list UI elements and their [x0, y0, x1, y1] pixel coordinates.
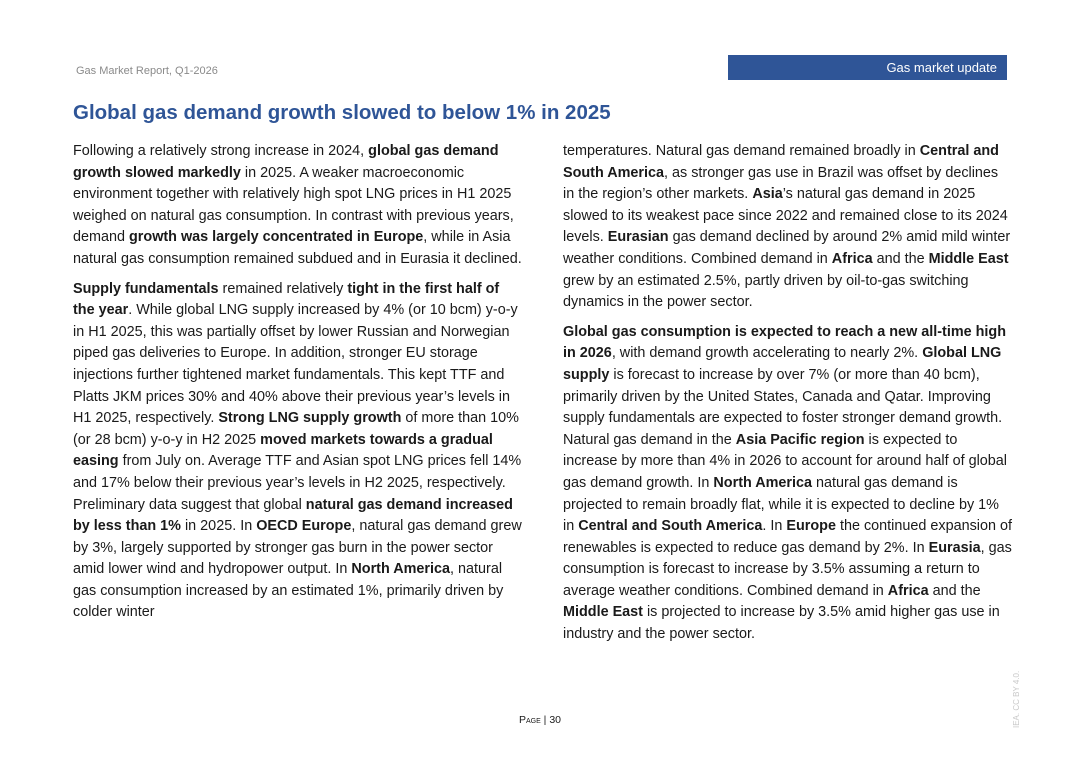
text-run: the continued expansion of renewables is expected to reduce gas demand by 2%. In — [563, 518, 1012, 556]
bold-text: moved markets towards a gradual easing — [73, 431, 493, 470]
text-run: temperatures. Natural gas demand remained broadly in — [563, 143, 920, 159]
bold-text: Africa — [887, 582, 929, 599]
right-column — [563, 141, 1013, 654]
text-run: in 2025. In — [180, 518, 257, 535]
text-run: , gas consumption is forecast to increase by 3.5% assuming a return to average weather conditions. Combined demand in — [563, 539, 1012, 599]
bold-text: Supply fundamentals — [73, 280, 219, 297]
bold-text: North America — [713, 474, 813, 491]
page-label: Page — [518, 714, 541, 726]
section-tab-label: Gas market update — [886, 60, 997, 75]
left-column — [73, 141, 523, 632]
bold-text: natural gas demand increased by less than 1% — [73, 496, 513, 535]
text-run: . In — [762, 518, 787, 535]
text-run: . While global LNG supply increased by 4% (or 10 bcm) y-o-y in H1 2025, this was partially offset by lower Russian and Norwegian piped gas deliveries to Europe. In addition, stronger EU storage injections further tightened market fundamentals. This kept TTF and Platts JKM prices 30% and 40% above their previous year’s levels in H1 2025, respectively. — [73, 302, 518, 427]
bold-text: Central and South America — [563, 143, 999, 181]
bold-text: Asia Pacific region — [735, 431, 865, 448]
bold-text: global gas demand growth slowed markedly — [73, 143, 499, 181]
bold-text: Middle East — [563, 604, 643, 621]
text-run: , as stronger gas use in Brazil was offset by declines in the region’s other markets. — [563, 164, 999, 203]
text-run: remained relatively — [218, 280, 348, 297]
text-run: from July on. Average TTF and Asian spot LNG prices fell 14% and 17% below their previous year’s levels in H2 2025, respectively. Preliminary data suggest that global — [73, 453, 522, 513]
license-watermark: IEA. CC BY 4.0. — [1012, 670, 1021, 728]
text-run: gas demand declined by around 2% amid mild winter weather conditions. Combined demand in — [563, 229, 1011, 267]
bold-text: Eurasian — [607, 229, 669, 246]
page-number: 30 — [549, 714, 562, 726]
page-separator: | — [540, 714, 550, 726]
bold-text: Europe — [786, 518, 836, 535]
text-run: and the — [872, 250, 929, 267]
text-run: is expected to increase by more than 4% in 2026 to account for around half of global gas demand growth. In — [563, 431, 1007, 491]
page-title: Global gas demand growth slowed to below 1% in 2025 — [73, 101, 611, 124]
text-run: and the — [928, 582, 981, 599]
text-run: is projected to increase by 3.5% amid higher gas use in industry and the power sector. — [563, 604, 1000, 643]
bold-text: Eurasia — [928, 539, 981, 556]
text-run: Following a relatively strong increase in 2024, — [73, 143, 369, 159]
bold-text: growth was largely concentrated in Europe — [129, 229, 424, 246]
bold-text: Africa — [831, 250, 873, 267]
section-tab — [728, 55, 1007, 80]
bold-text: Strong LNG supply growth — [218, 410, 402, 427]
text-run: grew by an estimated 2.5%, partly driven by oil-to-gas switching dynamics in the power sector. — [563, 272, 969, 311]
text-run: natural gas demand is projected to remain broadly flat, while it is expected to decline by 1% in — [563, 474, 999, 535]
paragraph — [563, 141, 1013, 314]
text-run: ’s natural gas demand in 2025 slowed to its weakest pace since 2022 and remained close to its 2024 levels. — [563, 186, 1008, 246]
paragraph — [73, 141, 523, 271]
text-run: , natural gas consumption increased by an estimated 1%, primarily driven by colder winter — [73, 561, 504, 621]
paragraph — [563, 322, 1013, 646]
paragraph — [73, 279, 523, 625]
bold-text: Global gas consumption is expected to reach a new all-time high in 2026 — [563, 323, 1007, 362]
report-name: Gas Market Report, Q1-2026 — [76, 65, 218, 77]
bold-text: Global LNG supply — [563, 345, 1002, 383]
text-run: , natural gas demand grew by 3%, largely supported by stronger gas burn in the power sector amid lower wind and hydropower output. In — [73, 518, 522, 578]
text-run: in 2025. A weaker macroeconomic environment together with relatively high spot LNG prices in H1 2025 weighed on natural gas consumption. In contrast with previous years, demand — [73, 164, 514, 246]
bold-text: OECD Europe — [256, 518, 352, 535]
bold-text: North America — [351, 561, 451, 578]
text-run: of more than 10% (or 28 bcm) y-o-y in H2 2025 — [73, 410, 519, 448]
text-run: is forecast to increase by over 7% (or more than 40 bcm), primarily driven by the United States, Canada and Qatar. Improving supply fundamentals are expected to foster stronger demand growth. Natural gas demand in the — [563, 366, 1003, 448]
bold-text: Asia — [752, 186, 783, 203]
bold-text: tight in the first half of the year — [73, 280, 500, 319]
page-footer — [0, 714, 1080, 726]
bold-text: Middle East — [928, 250, 1009, 267]
text-run: , while in Asia natural gas consumption remained subdued and in Eurasia it declined. — [73, 229, 522, 267]
text-run: , with demand growth accelerating to nearly 2%. — [611, 345, 923, 362]
bold-text: Central and South America — [578, 518, 763, 535]
